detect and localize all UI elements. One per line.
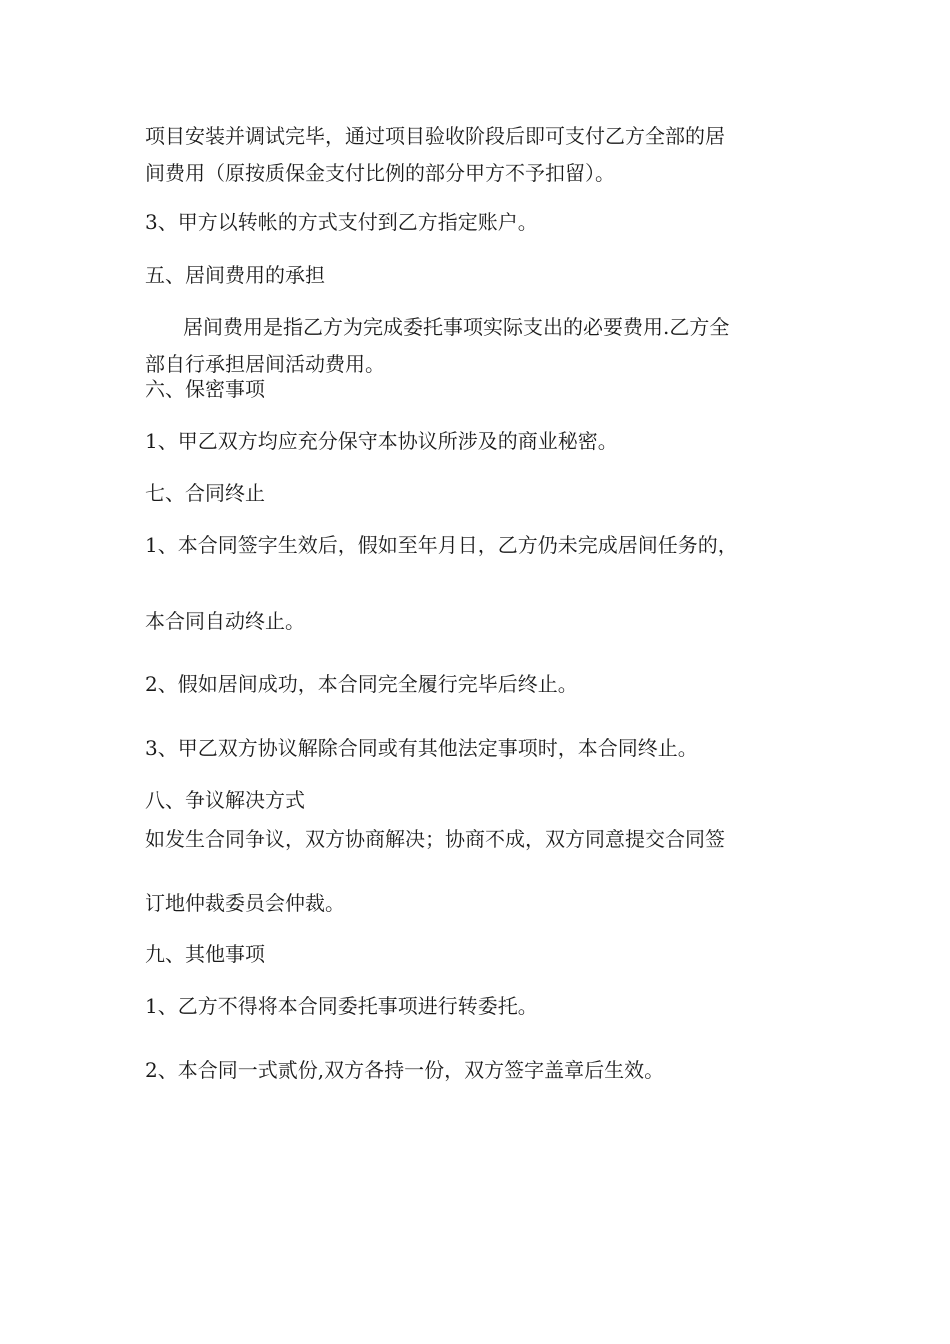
paragraph-line: 订地仲裁委员会仲裁。 [145, 891, 345, 915]
list-item: 3、甲乙双方协议解除合同或有其他法定事项时，本合同终止。 [145, 736, 698, 760]
section-heading: 九、其他事项 [145, 942, 265, 966]
paragraph-line: 如发生合同争议，双方协商解决；协商不成，双方同意提交合同签 [145, 827, 725, 851]
paragraph-line: 间费用（原按质保金支付比例的部分甲方不予扣留）。 [145, 161, 615, 185]
list-item: 3、甲方以转帐的方式支付到乙方指定账户。 [145, 210, 538, 234]
section-heading: 七、合同终止 [145, 481, 265, 505]
list-item: 1、本合同签字生效后，假如至年月日，乙方仍未完成居间任务的， [145, 533, 738, 557]
paragraph-line: 本合同自动终止。 [145, 609, 305, 633]
list-item: 1、乙方不得将本合同委托事项进行转委托。 [145, 994, 538, 1018]
paragraph-line: 项目安装并调试完毕，通过项目验收阶段后即可支付乙方全部的居 [145, 124, 725, 148]
section-heading: 六、保密事项 [145, 377, 265, 401]
list-item: 2、本合同一式贰份,双方各持一份，双方签字盖章后生效。 [145, 1058, 665, 1082]
section-heading: 五、居间费用的承担 [145, 263, 325, 287]
paragraph-line: 居间费用是指乙方为完成委托事项实际支出的必要费用.乙方全 [183, 315, 730, 339]
paragraph-line: 部自行承担居间活动费用。 [145, 352, 385, 376]
list-item: 2、假如居间成功，本合同完全履行完毕后终止。 [145, 672, 578, 696]
list-item: 1、甲乙双方均应充分保守本协议所涉及的商业秘密。 [145, 429, 618, 453]
section-heading: 八、争议解决方式 [145, 788, 305, 812]
